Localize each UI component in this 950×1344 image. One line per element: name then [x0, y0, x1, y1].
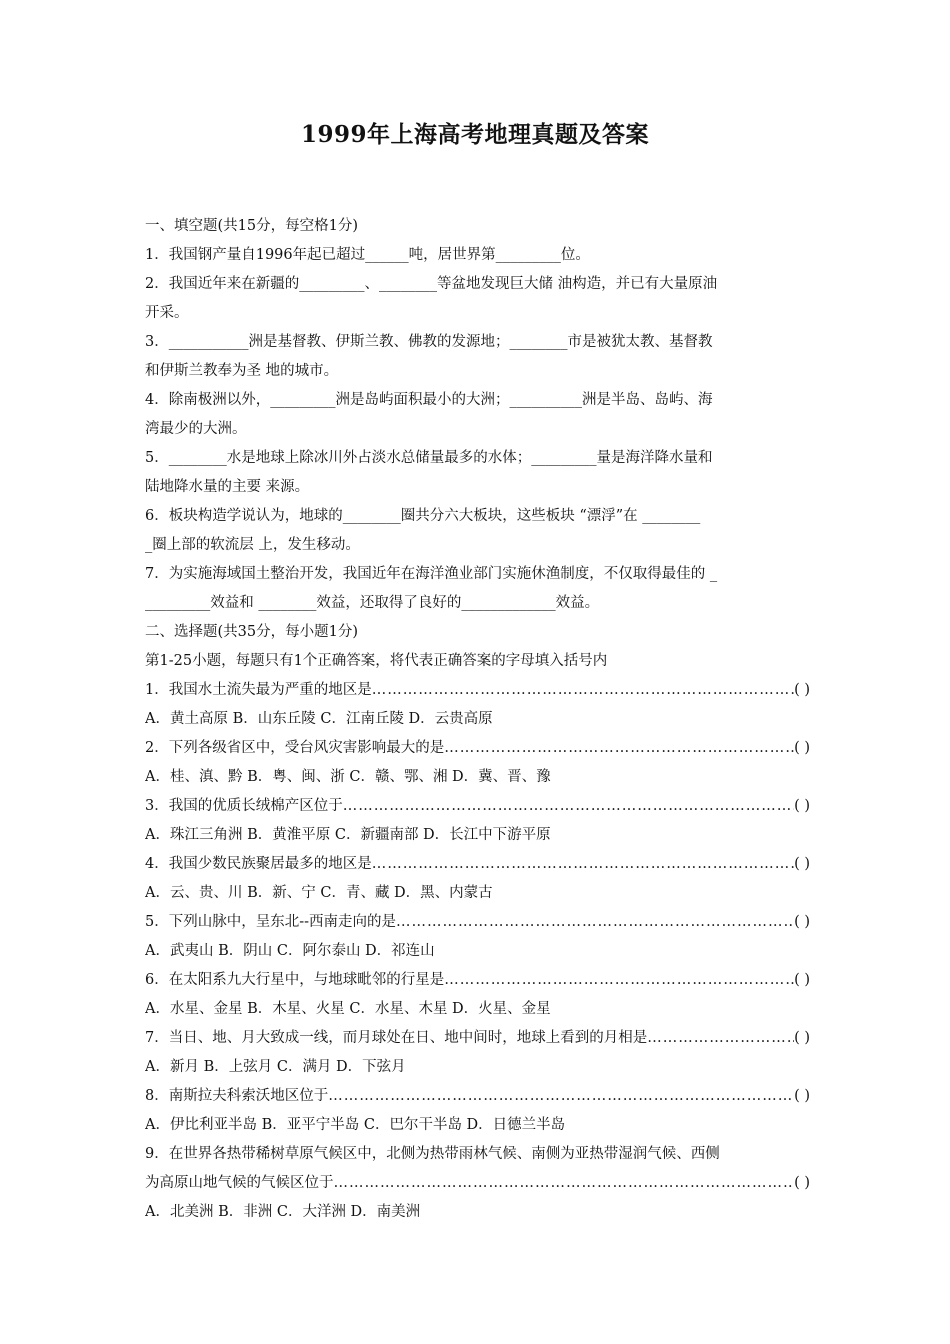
question-stem [145, 1024, 810, 1053]
leader-dots [372, 676, 794, 705]
question-text: 6．在太阳系九大行星中，与地球毗邻的行星是 [145, 972, 445, 988]
fill-line: 2．我国近年来在新疆的_________、________等盆地发现巨大储 油构造，并已有大量原油 [145, 276, 718, 292]
fill-line: 5．________水是地球上除冰川外占淡水总储量最多的水体；_________量是海洋降水量和 [145, 450, 713, 466]
fill-line: 陆地降水量的主要 来源。 [145, 479, 310, 495]
question-stem [145, 734, 810, 763]
section-heading-fill: 一、填空题(共15分，每空格1分) [145, 218, 358, 234]
choice-questions [145, 676, 810, 1227]
question-options: A．云、贵、川 B．新、宁 C．青、藏 D．黑、内蒙古 [145, 885, 493, 901]
question-options: A．新月 B．上弦月 C．满月 D．下弦月 [145, 1059, 406, 1075]
question-options: A．武夷山 B．阴山 C．阿尔泰山 D．祁连山 [145, 943, 435, 959]
answer-bracket: ( ) [794, 856, 810, 872]
question-text: 4．我国少数民族聚居最多的地区是 [145, 856, 372, 872]
fill-line: _圈上部的软流层 上，发生移动。 [145, 537, 360, 553]
answer-bracket: ( ) [794, 798, 810, 814]
leader-dots [647, 1024, 794, 1053]
choice-instruction: 第1-25小题，每题只有1个正确答案，将代表正确答案的字母填入括号内 [145, 653, 608, 669]
question-text: 5．下列山脉中，呈东北--西南走向的是 [145, 914, 397, 930]
question-text: 为高原山地气候的气候区位于 [145, 1175, 334, 1191]
question-text: 3．我国的优质长绒棉产区位于 [145, 798, 343, 814]
question-stem [145, 850, 810, 879]
question-stem [145, 908, 810, 937]
question-text: 2．下列各级省区中，受台风灾害影响最大的是 [145, 740, 445, 756]
leader-dots [444, 734, 794, 763]
answer-bracket: ( ) [794, 1030, 810, 1046]
question-options: A．珠江三角洲 B．黄淮平原 C．新疆南部 D．长江中下游平原 [145, 827, 551, 843]
fill-line: 6．板块构造学说认为，地球的________圈共分六大板块，这些板块 “漂浮”在 ________ [145, 508, 701, 524]
fill-line: 湾最少的大洲。 [145, 421, 247, 437]
leader-dots [343, 792, 794, 821]
leader-dots [396, 908, 794, 937]
fill-line: 7．为实施海域国土整治开发，我国近年在海洋渔业部门实施休渔制度，不仅取得最佳的 _ [145, 566, 718, 582]
answer-bracket: ( ) [794, 740, 810, 756]
question-stem [145, 676, 810, 705]
leader-dots [372, 850, 794, 879]
fill-line: _________效益和 ________效益，还取得了良好的_____________效益。 [145, 595, 600, 611]
fill-questions [145, 241, 810, 618]
question-options: A．北美洲 B．非洲 C．大洋洲 D．南美洲 [145, 1204, 421, 1220]
question-stem [145, 792, 810, 821]
question-stem [145, 1169, 810, 1198]
question-text: 8．南斯拉夫科索沃地区位于 [145, 1088, 329, 1104]
answer-bracket: ( ) [794, 914, 810, 930]
question-options: A．桂、滇、黔 B．粤、闽、浙 C．赣、鄂、湘 D．冀、晋、豫 [145, 769, 551, 785]
question-stem [145, 966, 810, 995]
fill-line: 开采。 [145, 305, 189, 321]
fill-line: 和伊斯兰教奉为圣 地的城市。 [145, 363, 339, 379]
fill-line: 3．___________洲是基督教、伊斯兰教、佛教的发源地；________市是被犹太教、基督教 [145, 334, 713, 350]
question-stem [145, 1082, 810, 1111]
fill-line: 4．除南极洲以外，_________洲是岛屿面积最小的大洲；__________洲是半岛、岛屿、海 [145, 392, 713, 408]
leader-dots [328, 1082, 794, 1111]
section-heading-choice: 二、选择题(共35分，每小题1分) [145, 624, 358, 640]
question-text: 7．当日、地、月大致成一线，而月球处在日、地中间时，地球上看到的月相是 [145, 1030, 648, 1046]
answer-bracket: ( ) [794, 1175, 810, 1191]
answer-bracket: ( ) [794, 1088, 810, 1104]
answer-bracket: ( ) [794, 972, 810, 988]
question-text: 9．在世界各热带稀树草原气候区中，北侧为热带雨林气候、南侧为亚热带湿润气候、西侧 [145, 1146, 720, 1162]
question-options: A．黄土高原 B．山东丘陵 C．江南丘陵 D．云贵高原 [145, 711, 493, 727]
document-body [145, 212, 810, 1227]
leader-dots [444, 966, 794, 995]
answer-bracket: ( ) [794, 682, 810, 698]
document-title: 1999年上海高考地理真题及答案 [300, 121, 649, 148]
question-text: 1．我国水土流失最为严重的地区是 [145, 682, 372, 698]
question-options: A．伊比利亚半岛 B．亚平宁半岛 C．巴尔干半岛 D．日德兰半岛 [145, 1117, 566, 1133]
fill-line: 1．我国钢产量自1996年起已超过______吨，居世界第_________位。 [145, 247, 590, 263]
question-options: A．水星、金星 B．木星、火星 C．水星、木星 D．火星、金星 [145, 1001, 551, 1017]
leader-dots [334, 1169, 795, 1198]
